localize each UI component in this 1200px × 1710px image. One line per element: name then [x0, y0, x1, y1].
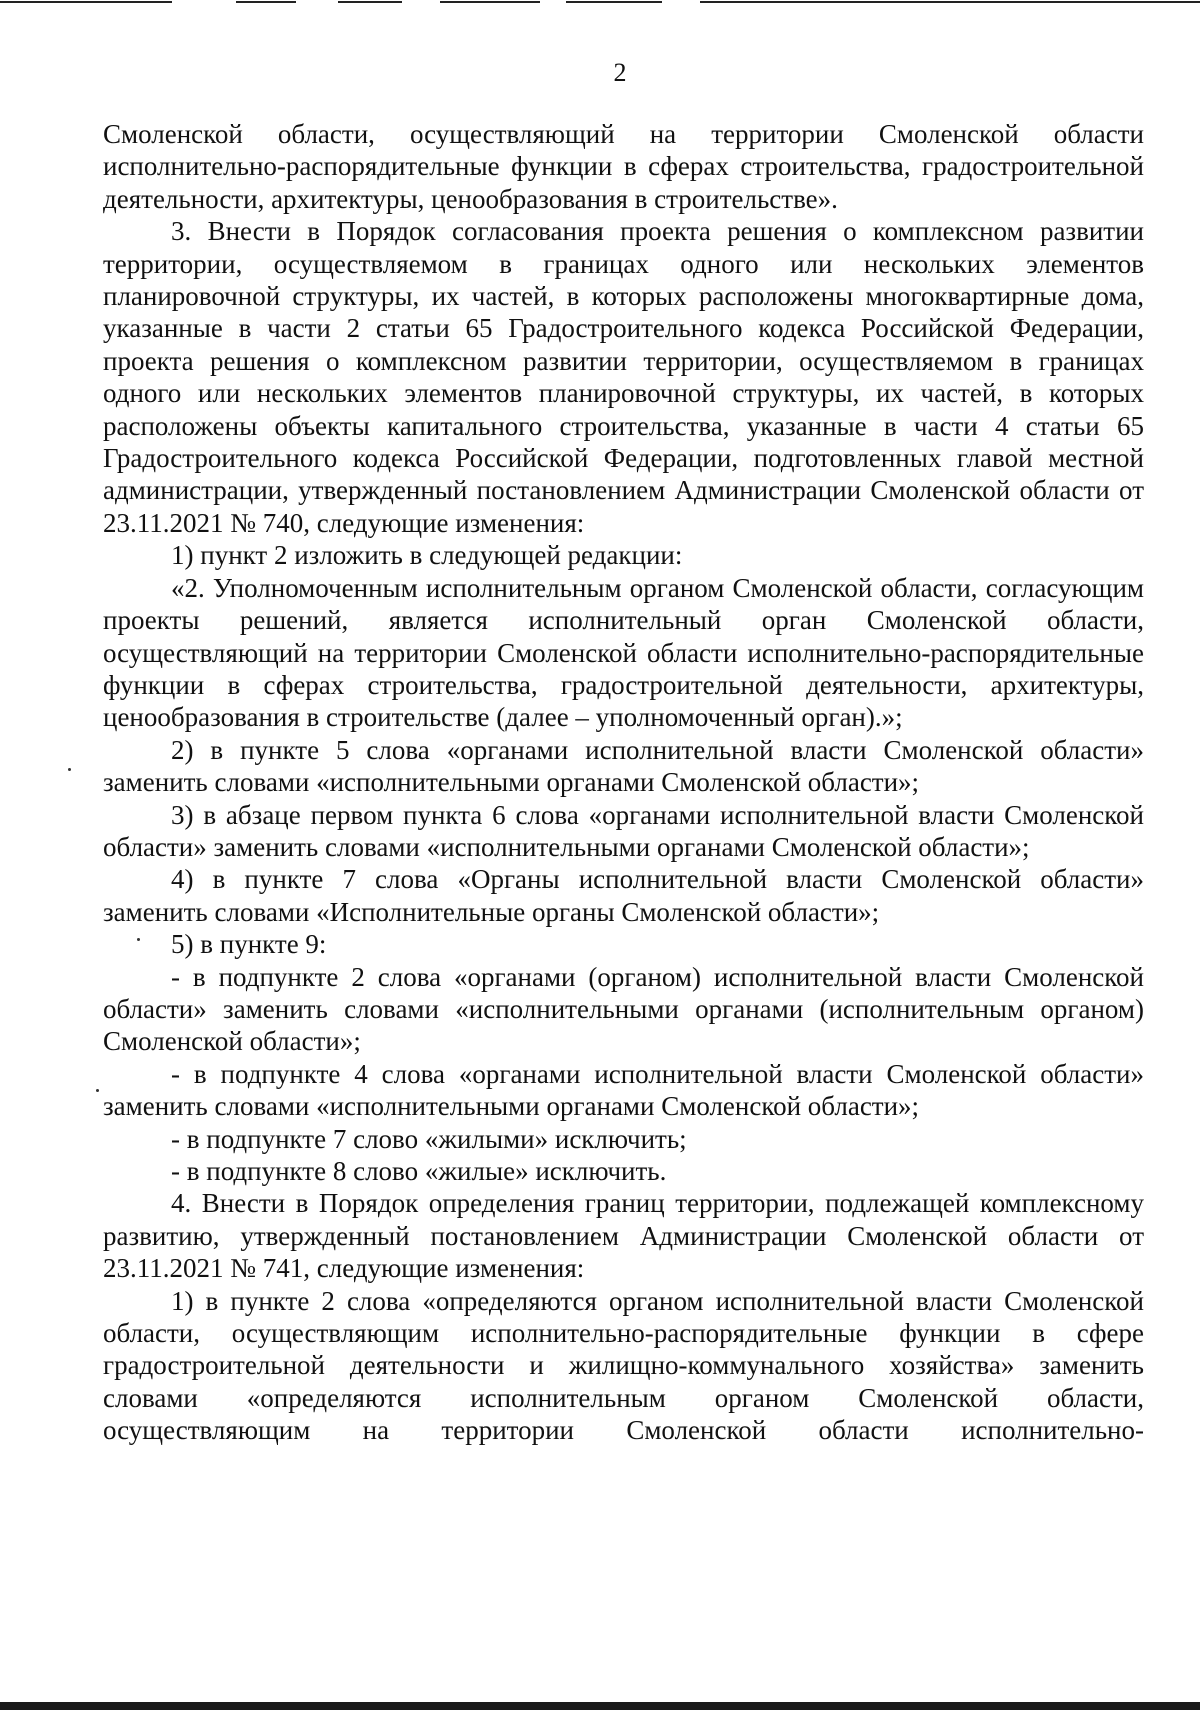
scan-speck [68, 768, 71, 771]
paragraph-quoted-item-2: «2. Уполномоченным исполнительным органом Смоленской области, согласующим проекты решений, является исполнительный орган Смоленской области, осуществляющий на территории Смоленской области исполнительно-распорядительные функции в сферах строительства, градостроительной деятельности, архитектуры, ценообразования в строительстве (далее – уполномоченный орган).»; [103, 572, 1144, 733]
paragraph-dash-item: - в подпункте 4 слова «органами исполнительной власти Смоленской области» заменить словами «исполнительными органами Смоленской области»; [103, 1058, 1144, 1122]
paragraph-subitem-1: 1) пункт 2 изложить в следующей редакции: [171, 540, 683, 571]
page-number: 2 [613, 58, 627, 87]
scan-speck [96, 1089, 99, 1092]
paragraph-subitem-5: 5) в пункте 9: [171, 929, 327, 960]
paragraph-continuation: Смоленской области, осуществляющий на территории Смоленской области исполнительно-распорядительные функции в сферах строительства, градостроительной деятельности, архитектуры, ценообразования в строительстве». [103, 119, 1144, 214]
paragraph-dash-item: - в подпункте 8 слово «жилые» исключить. [171, 1156, 667, 1186]
document-body [103, 118, 1144, 1447]
paragraph-dash-item: - в подпункте 7 слово «жилыми» исключить; [171, 1123, 687, 1154]
paragraph-subitem-4: 4) в пункте 7 слова «Органы исполнительной власти Смоленской области» заменить словами «Исполнительные органы Смоленской области»; [103, 864, 1144, 927]
paragraph-item-3: 3. Внести в Порядок согласования проекта решения о комплексном развитии территории, осуществляемом в границах одного или нескольких элементов планировочной структуры, их частей, в которых расположены многоквартирные дома, указанные в части 2 статьи 65 Градостроительного кодекса Российской Федерации, проекта решения о комплексном развитии территории, осуществляемом в границах одного или нескольких элементов планировочной структуры, их частей, в которых расположены объекты капитального строительства, указанные в части 4 статьи 65 Градостроительного кодекса Российской Федерации, подготовленных главой местной администрации, утвержденный постановлением Администрации Смоленской области от 23.11.2021 № 740, следующие изменения: [103, 216, 1144, 538]
paragraph-item-4: 4. Внести в Порядок определения границ территории, подлежащей комплексному развитию, утвержденный постановлением Администрации Смоленской области от 23.11.2021 № 741, следующие изменения: [103, 1188, 1144, 1284]
paragraph-subitem-3: 3) в абзаце первом пункта 6 слова «органами исполнительной власти Смоленской области» заменить словами «исполнительными органами Смоленской области»; [103, 799, 1144, 862]
scan-speck [137, 938, 140, 941]
paragraph-subitem-2: 2) в пункте 5 слова «органами исполнительной власти Смоленской области» заменить словами «исполнительными органами Смоленской области»; [103, 734, 1144, 798]
paragraph-dash-item: - в подпункте 2 слова «органами (органом) исполнительной власти Смоленской области» заменить словами «исполнительными органами (исполнительным органом) Смоленской области»; [103, 961, 1144, 1057]
scan-top-edge [0, 0, 1200, 6]
paragraph-subitem-1-continued: 1) в пункте 2 слова «определяются органом исполнительной власти Смоленской области, осуществляющим исполнительно-распорядительные функции в сфере градостроительной деятельности и жилищно-коммунального хозяйства» заменить словами «определяются исполнительным органом Смоленской области, осуществляющим на территории Смоленской области исполнительно- [103, 1285, 1144, 1446]
scan-bottom-edge [0, 1702, 1200, 1710]
